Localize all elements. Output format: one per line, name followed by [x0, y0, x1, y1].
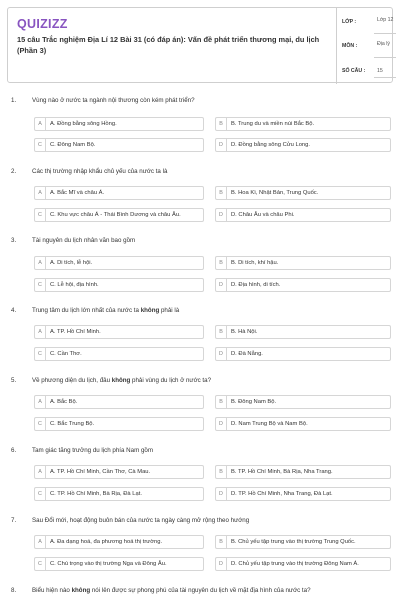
option-letter: A: [35, 536, 46, 548]
q3-option-b[interactable]: [215, 256, 391, 270]
option-letter: A: [35, 326, 46, 338]
q7-option-b[interactable]: [215, 535, 391, 549]
class-value: Lớp 12: [377, 17, 394, 23]
option-letter: C: [35, 139, 46, 151]
option-letter: B: [216, 257, 227, 269]
option-letter: A: [35, 187, 46, 199]
quizizz-logo: QUIZIZZ: [17, 17, 68, 31]
option-letter: B: [216, 396, 227, 408]
option-text: A. Bắc Mĩ và châu Á.: [50, 190, 105, 196]
option-letter: D: [216, 209, 227, 221]
option-letter: D: [216, 418, 227, 430]
option-text: D. Địa hình, di tích.: [231, 282, 281, 288]
question-number: 2.: [11, 168, 17, 175]
option-text: A. TP. Hồ Chí Minh.: [50, 329, 101, 335]
question-number: 8.: [11, 587, 17, 594]
q5-option-b[interactable]: [215, 395, 391, 409]
q4-option-b[interactable]: [215, 325, 391, 339]
q6-option-d[interactable]: [215, 487, 391, 501]
option-letter: A: [35, 466, 46, 478]
option-letter: B: [216, 326, 227, 338]
option-text: D. Nam Trung Bộ và Nam Bộ.: [231, 421, 308, 427]
question-number: 3.: [11, 237, 17, 244]
option-letter: D: [216, 558, 227, 570]
q1-option-c[interactable]: [34, 138, 204, 152]
option-text: A. Bắc Bộ.: [50, 399, 78, 405]
question-text: Về phương diện du lịch, đâu không phải vùng du lịch ở nước ta?: [32, 377, 212, 384]
q5-option-c[interactable]: [34, 417, 204, 431]
q1-option-b[interactable]: [215, 117, 391, 131]
option-text: D. Chủ yếu tập trung vào thị trường Đông Nam Á.: [231, 561, 359, 567]
option-text: C. Bắc Trung Bộ.: [50, 421, 95, 427]
option-text: A. Đa dạng hoá, đa phương hoá thị trường.: [50, 539, 163, 545]
option-letter: C: [35, 209, 46, 221]
option-letter: B: [216, 118, 227, 130]
question-text: Sau Đổi mới, hoạt động buôn bán của nước ta ngày càng mở rộng theo hướng: [32, 517, 250, 524]
option-text: D. TP. Hồ Chí Minh, Nha Trang, Đà Lạt.: [231, 491, 333, 497]
q5-option-a[interactable]: [34, 395, 204, 409]
q2-option-d[interactable]: [215, 208, 391, 222]
option-text: A. Đồng bằng sông Hồng.: [50, 121, 117, 127]
q2-option-c[interactable]: [34, 208, 204, 222]
class-underline: [374, 33, 396, 34]
class-label: LỚP :: [342, 19, 357, 25]
option-letter: C: [35, 279, 46, 291]
option-text: C. Chú trọng vào thị trường Nga và Đông Âu.: [50, 561, 167, 567]
q3-option-a[interactable]: [34, 256, 204, 270]
q1-option-a[interactable]: [34, 117, 204, 131]
q2-option-b[interactable]: [215, 186, 391, 200]
option-letter: B: [216, 536, 227, 548]
q4-option-c[interactable]: [34, 347, 204, 361]
worksheet-header: [7, 7, 393, 83]
question-number: 6.: [11, 447, 17, 454]
subject-underline: [374, 57, 396, 58]
subject-label: MÔN :: [342, 43, 358, 49]
option-letter: A: [35, 396, 46, 408]
option-text: C. Khu vực châu Á - Thái Bình Dương và châu Âu.: [50, 212, 181, 218]
q3-option-c[interactable]: [34, 278, 204, 292]
question-number: 5.: [11, 377, 17, 384]
option-text: C. TP. Hồ Chí Minh, Bà Rịa, Đà Lạt.: [50, 491, 142, 497]
option-letter: D: [216, 279, 227, 291]
option-text: D. Châu Âu và châu Phi.: [231, 212, 295, 218]
q7-option-a[interactable]: [34, 535, 204, 549]
question-number: 7.: [11, 517, 17, 524]
option-text: B. TP. Hồ Chí Minh, Bà Rịa, Nha Trang.: [231, 469, 333, 475]
question-number: 1.: [11, 97, 17, 104]
option-text: D. Đồng bằng sông Cửu Long.: [231, 142, 310, 148]
option-letter: C: [35, 488, 46, 500]
question-count-label: SỐ CÂU :: [342, 68, 366, 74]
option-letter: C: [35, 418, 46, 430]
q6-option-a[interactable]: [34, 465, 204, 479]
option-text: B. Trung du và miền núi Bắc Bộ.: [231, 121, 315, 127]
option-text: B. Đông Nam Bộ.: [231, 399, 277, 405]
q4-option-d[interactable]: [215, 347, 391, 361]
option-letter: C: [35, 348, 46, 360]
question-text: Các thị trường nhập khẩu chủ yếu của nước ta là: [32, 168, 168, 175]
option-text: A. TP. Hồ Chí Minh, Cần Thơ, Cà Mau.: [50, 469, 151, 475]
option-letter: D: [216, 348, 227, 360]
q5-option-d[interactable]: [215, 417, 391, 431]
question-text: Biểu hiện nào không nói lên được sự phong phú của tài nguyên du lịch về mặt địa hình của nước ta?: [32, 587, 311, 594]
option-text: B. Hoa Kì, Nhật Bản, Trung Quốc.: [231, 190, 319, 196]
option-letter: D: [216, 488, 227, 500]
q7-option-c[interactable]: [34, 557, 204, 571]
q1-option-d[interactable]: [215, 138, 391, 152]
worksheet-title: 15 câu Trắc nghiệm Địa Lí 12 Bài 31 (có đáp án): Vấn đề phát triển thương mại, du lịch (Phần 3): [17, 35, 320, 55]
q4-option-a[interactable]: [34, 325, 204, 339]
option-text: C. Cần Thơ.: [50, 351, 82, 357]
option-text: C. Lễ hội, địa hình.: [50, 282, 99, 288]
question-text: Tài nguyên du lịch nhân văn bao gồm: [32, 237, 136, 244]
q7-option-d[interactable]: [215, 557, 391, 571]
question-text: Tam giác tăng trưởng du lịch phía Nam gồm: [32, 447, 154, 454]
option-letter: B: [216, 466, 227, 478]
count-underline: [374, 77, 396, 78]
option-letter: B: [216, 187, 227, 199]
q2-option-a[interactable]: [34, 186, 204, 200]
subject-value: Địa lý: [377, 41, 390, 47]
question-number: 4.: [11, 307, 17, 314]
question-text: Trung tâm du lịch lớn nhất của nước ta không phải là: [32, 307, 180, 314]
q6-option-c[interactable]: [34, 487, 204, 501]
option-letter: A: [35, 257, 46, 269]
option-text: B. Chủ yếu tập trung vào thị trường Trung Quốc.: [231, 539, 356, 545]
option-text: D. Đà Nẵng.: [231, 351, 263, 357]
question-text: Vùng nào ở nước ta ngành nội thương còn kém phát triển?: [32, 97, 195, 104]
option-text: C. Đông Nam Bộ.: [50, 142, 96, 148]
option-letter: A: [35, 118, 46, 130]
q3-option-d[interactable]: [215, 278, 391, 292]
option-letter: C: [35, 558, 46, 570]
option-text: A. Di tích, lễ hội.: [50, 260, 93, 266]
q6-option-b[interactable]: [215, 465, 391, 479]
header-divider: [336, 8, 337, 84]
option-text: B. Hà Nội.: [231, 329, 258, 335]
option-letter: D: [216, 139, 227, 151]
question-count-value: 15: [377, 68, 383, 74]
option-text: B. Di tích, khí hậu.: [231, 260, 279, 266]
